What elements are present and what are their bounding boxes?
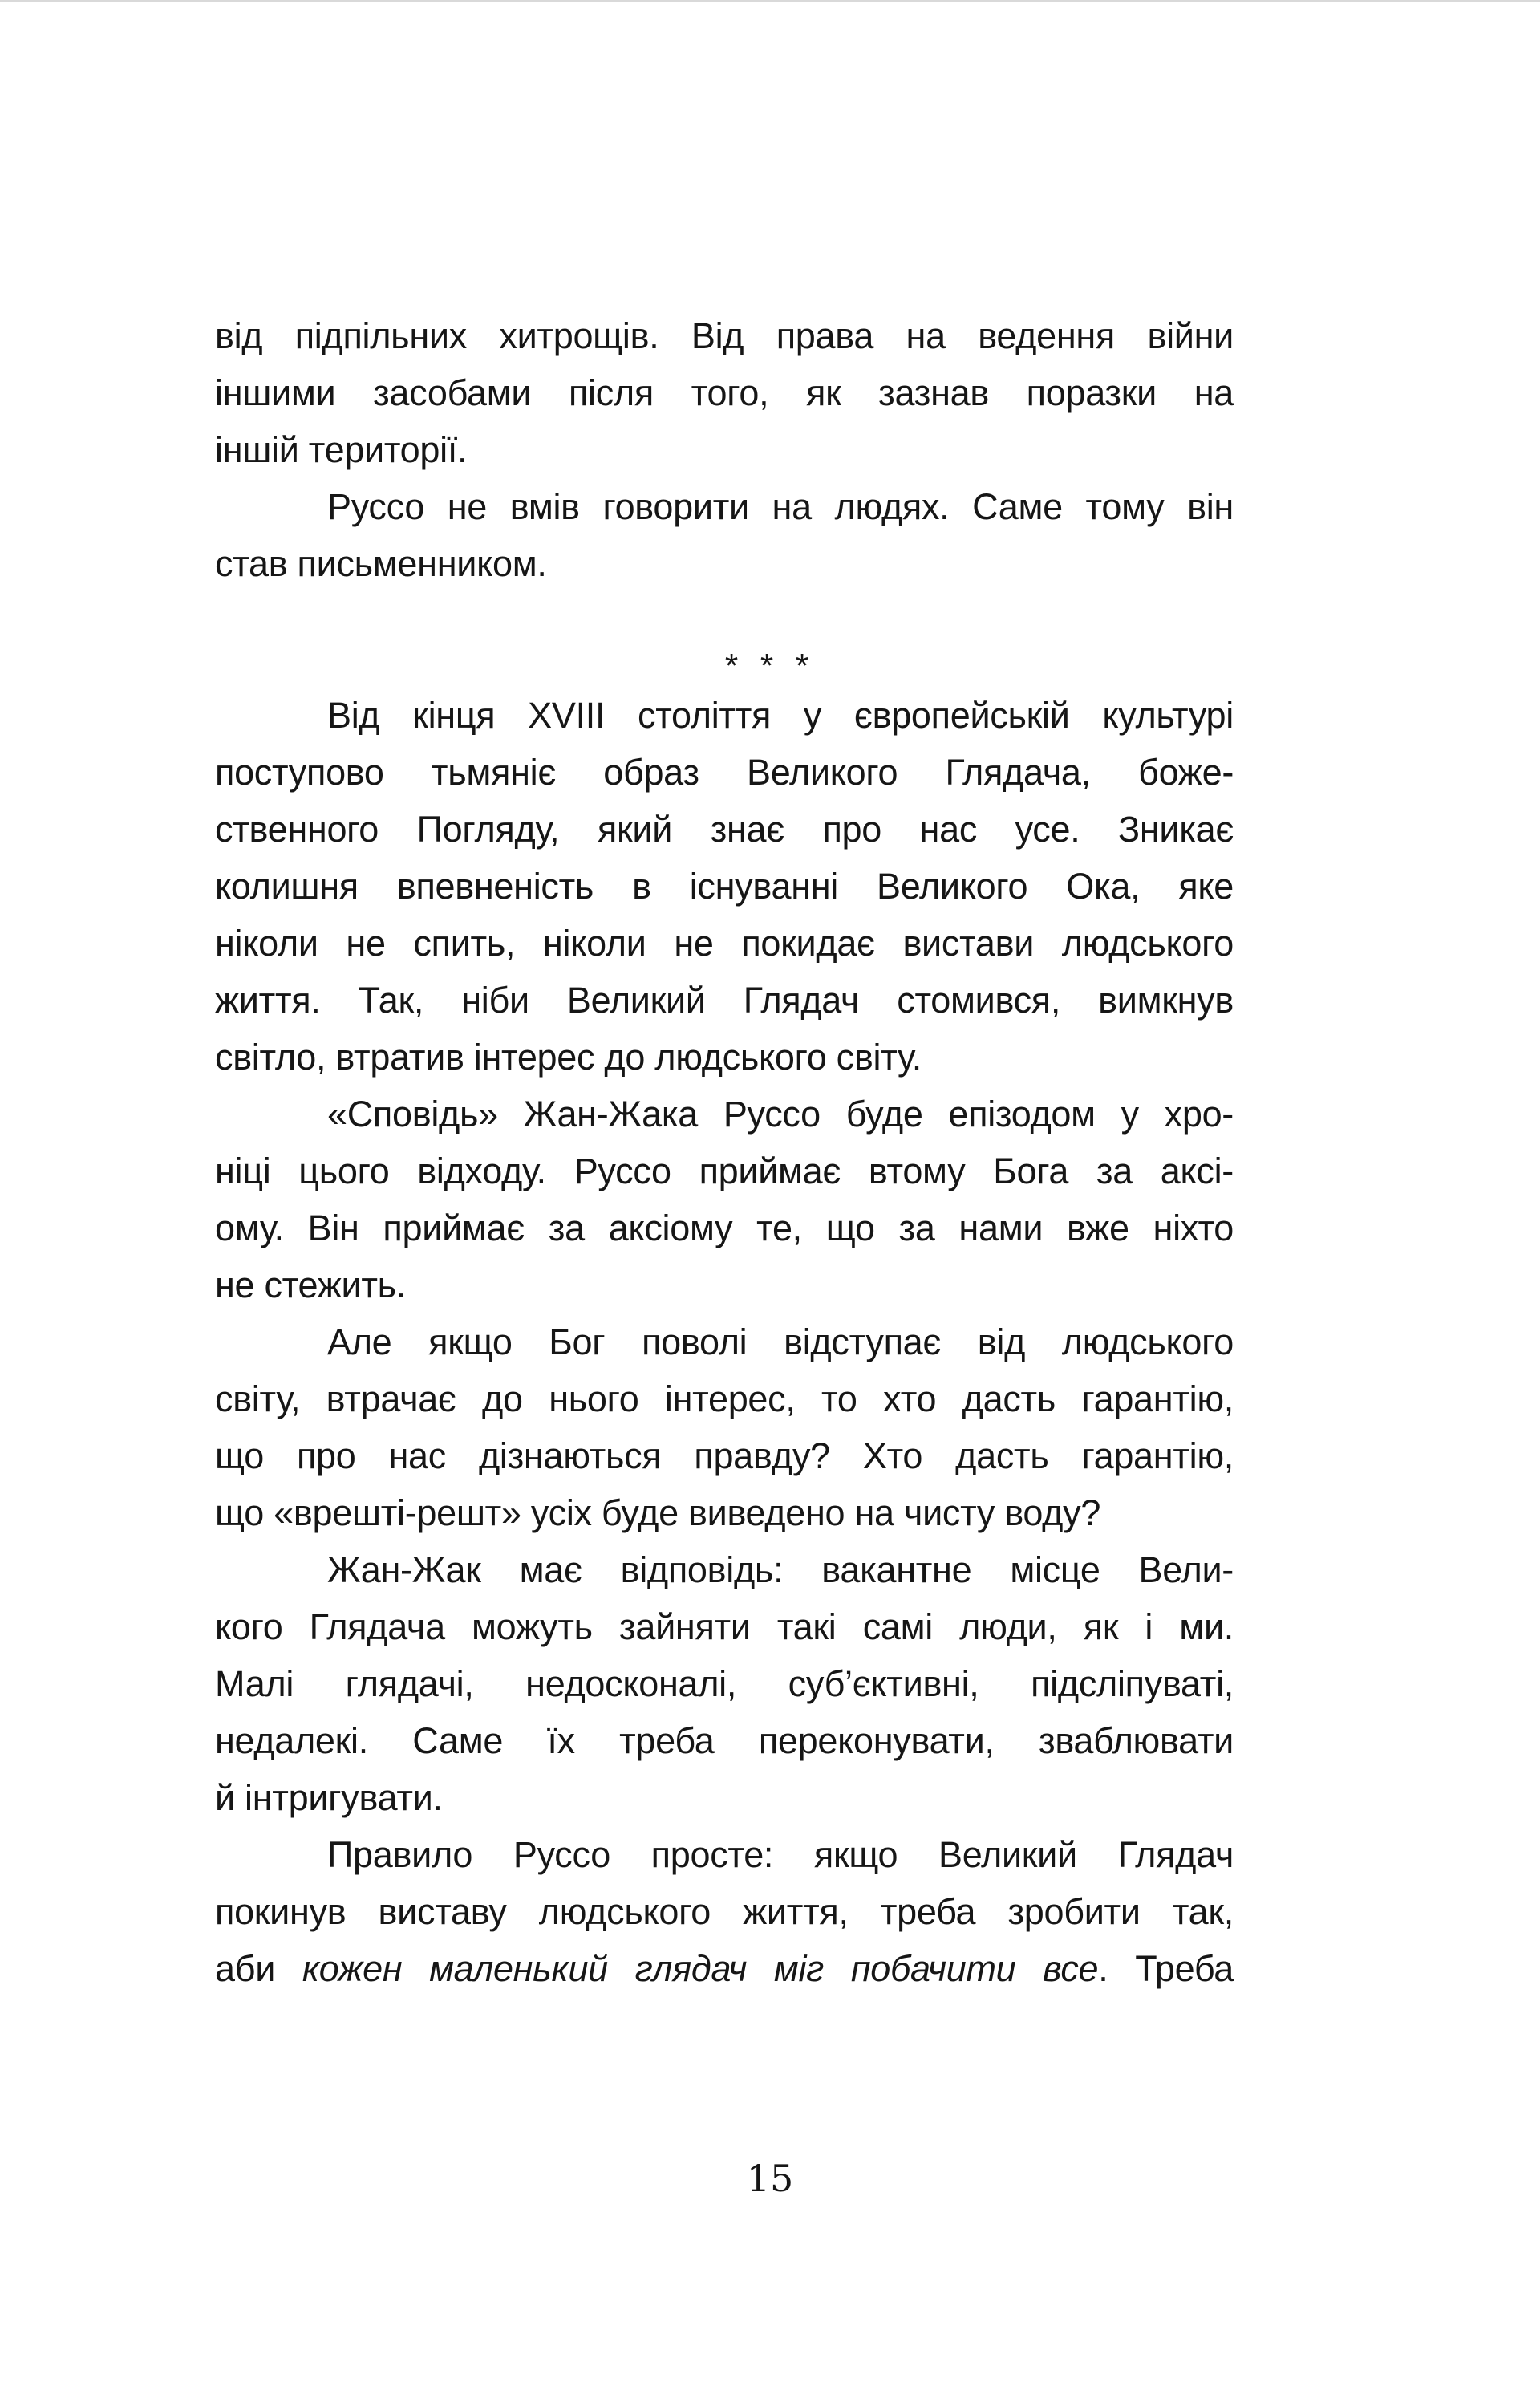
text-line: поступово тьмяніє образ Великого Глядача, боже-: [215, 752, 1234, 793]
page-number: 15: [746, 2157, 794, 2200]
text-line: недалекі. Саме їх треба переконувати, зваблювати: [215, 1720, 1234, 1761]
line-text-before-italic: аби: [215, 1948, 302, 1989]
text-line: кого Глядача можуть зайняти такі самі люди, як і ми.: [215, 1606, 1234, 1647]
text-line: ніколи не спить, ніколи не покидає вистави людського: [215, 923, 1234, 964]
paragraph-first-line: «Сповідь» Жан-Жака Руссо буде епізодом у хро-: [327, 1094, 1234, 1135]
section-separator: * * *: [724, 647, 816, 684]
paragraph-first-line: Від кінця XVIII століття у європейській культурі: [327, 695, 1234, 736]
text-line: іншій території.: [215, 429, 468, 470]
text-line: став письменником.: [215, 543, 547, 584]
text-line: що «врешті-решт» усіх буде виведено на чисту воду?: [215, 1492, 1101, 1533]
italic-phrase: кожен маленький глядач міг побачити все: [302, 1948, 1099, 1989]
paragraph-first-line: Правило Руссо просте: якщо Великий Глядач: [327, 1834, 1234, 1875]
text-line: життя. Так, ніби Великий Глядач стомився, вимкнув: [215, 980, 1234, 1021]
text-line: ніці цього відходу. Руссо приймає втому Бога за аксі-: [215, 1151, 1234, 1191]
text-line: Малі глядачі, недосконалі, суб’єктивні, підсліпуваті,: [215, 1663, 1234, 1704]
text-line: й інтригувати.: [215, 1777, 443, 1818]
text-line: колишня впевненість в існуванні Великого Ока, яке: [215, 866, 1234, 907]
paragraph-first-line: Жан-Жак має відповідь: вакантне місце Вели-: [327, 1549, 1234, 1590]
text-block-before-separator: [215, 307, 1234, 592]
text-line: іншими засобами після того, як зазнав поразки на: [215, 372, 1234, 413]
text-block-after-separator: [215, 687, 1234, 1997]
text-line: ственного Погляду, який знає про нас усе. Зникає: [215, 809, 1234, 850]
text-line: ому. Він приймає за аксіому те, що за нами вже ніхто: [215, 1208, 1234, 1248]
text-line: не стежить.: [215, 1264, 407, 1305]
text-line: світло, втратив інтерес до людського світу.: [215, 1037, 922, 1078]
text-line-with-italic: [215, 1940, 1234, 1997]
page-top-edge: [0, 0, 1540, 2]
text-line: покинув виставу людського життя, треба зробити так,: [215, 1891, 1234, 1932]
paragraph-first-line: Але якщо Бог поволі відступає від людського: [327, 1321, 1234, 1362]
text-line: від підпільних хитрощів. Від права на ведення війни: [215, 315, 1234, 356]
text-line: світу, втрачає до нього інтерес, то хто дасть гарантію,: [215, 1378, 1234, 1419]
line-text-after-italic: . Треба: [1098, 1948, 1234, 1989]
paragraph-first-line: Руссо не вмів говорити на людях. Саме тому він: [327, 486, 1234, 527]
text-line: що про нас дізнаються правду? Хто дасть гарантію,: [215, 1435, 1234, 1476]
